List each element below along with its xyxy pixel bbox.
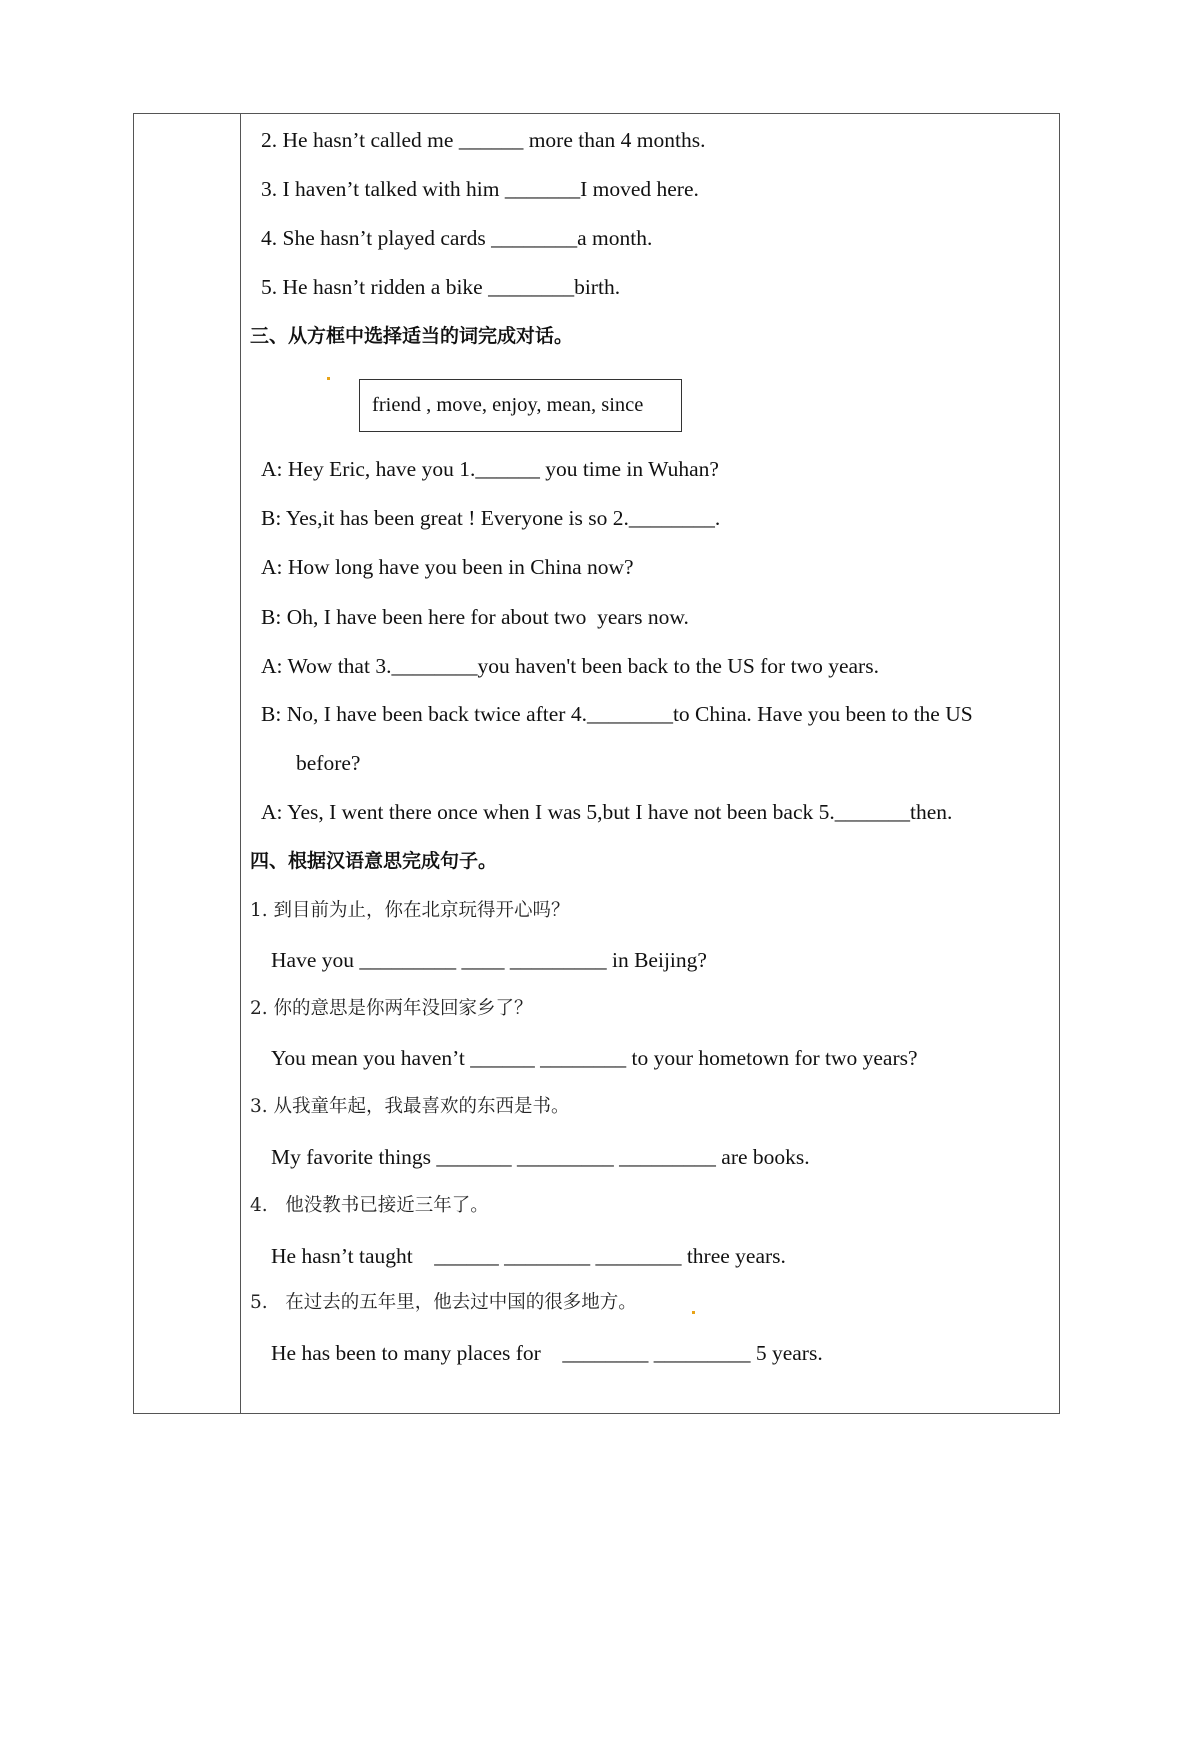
translation-prompt: 4. 他没教书已接近三年了。: [250, 1195, 489, 1216]
decorative-dot: [692, 1311, 695, 1314]
decorative-dot: [327, 377, 330, 380]
translation-answer: You mean you haven’t ______ ________ to your hometown for two years?: [271, 1046, 918, 1070]
dialogue-line: A: How long have you been in China now?: [261, 555, 634, 579]
translation-prompt: 2. 你的意思是你两年没回家乡了？: [250, 998, 533, 1019]
word-box-text: friend , move, enjoy, mean, since: [372, 394, 644, 416]
exercise-item: 2. He hasn’t called me ______ more than 4 months.: [261, 128, 706, 152]
translation-prompt: 1. 到目前为止，你在北京玩得开心吗？: [250, 900, 570, 921]
dialogue-line: B: Yes,it has been great ! Everyone is so 2.________.: [261, 506, 721, 530]
translation-answer: He hasn’t taught ______ ________ ________ three years.: [271, 1244, 786, 1268]
word-box: [359, 379, 682, 432]
dialogue-line: A: Hey Eric, have you 1.______ you time in Wuhan?: [261, 457, 719, 481]
translation-prompt: 5. 在过去的五年里，他去过中国的很多地方。: [250, 1292, 637, 1313]
dialogue-line: A: Yes, I went there once when I was 5,but I have not been back 5._______then.: [261, 800, 953, 824]
translation-answer: My favorite things _______ _________ _________ are books.: [271, 1145, 810, 1169]
dialogue-line: A: Wow that 3.________you haven't been back to the US for two years.: [261, 654, 879, 678]
section-heading: 四、根据汉语意思完成句子。: [250, 850, 498, 872]
translation-prompt: 3. 从我童年起，我最喜欢的东西是书。: [250, 1096, 570, 1117]
translation-answer: He has been to many places for ________ _________ 5 years.: [271, 1341, 823, 1365]
section-heading: 三、从方框中选择适当的词完成对话。: [250, 325, 574, 347]
exercise-item: 5. He hasn’t ridden a bike ________birth.: [261, 275, 621, 299]
exercise-item: 4. She hasn’t played cards ________a month.: [261, 226, 653, 250]
column-divider: [240, 113, 241, 1414]
dialogue-line: before?: [296, 751, 361, 775]
translation-answer: Have you _________ ____ _________ in Beijing?: [271, 948, 707, 972]
dialogue-line: B: Oh, I have been here for about two years now.: [261, 605, 689, 629]
exercise-item: 3. I haven’t talked with him _______I moved here.: [261, 177, 699, 201]
dialogue-line: B: No, I have been back twice after 4.________to China. Have you been to the US: [261, 702, 973, 726]
